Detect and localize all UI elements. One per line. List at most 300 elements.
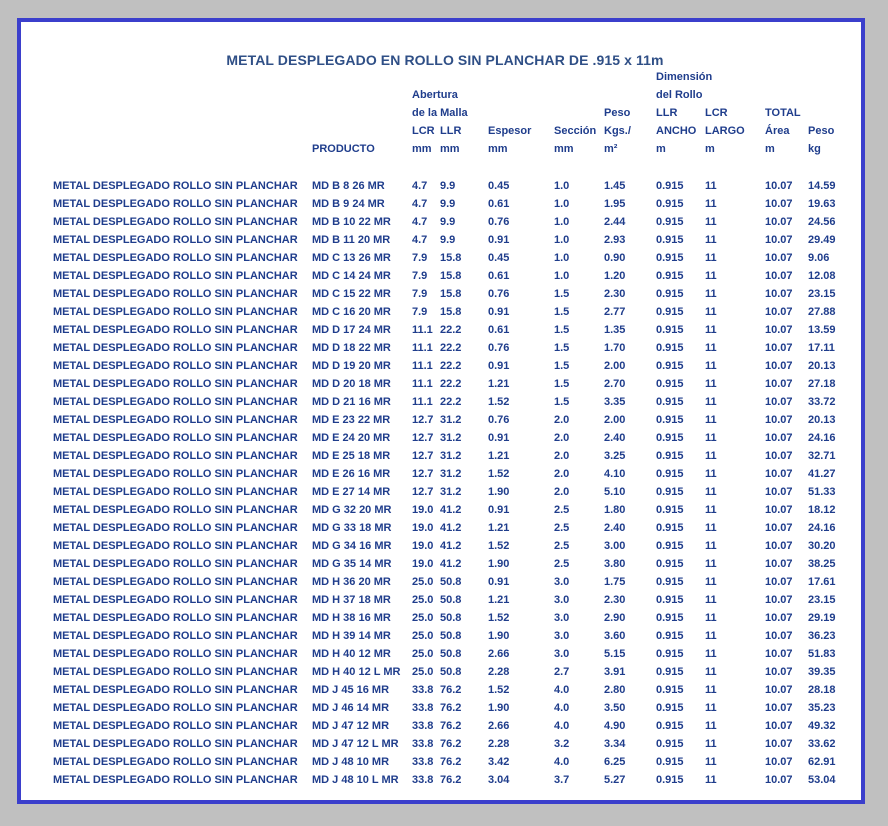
ancho-cell: 0.915 [656, 216, 684, 228]
espesor-cell: 1.52 [488, 684, 510, 696]
producto-cell: METAL DESPLEGADO ROLLO SIN PLANCHAR [53, 594, 298, 606]
codigo-cell: MD H 37 18 MR [312, 594, 391, 606]
espesor-cell: 1.90 [488, 486, 510, 498]
area-cell: 10.07 [765, 270, 793, 282]
llr-cell: 22.2 [440, 324, 462, 336]
area-cell: 10.07 [765, 630, 793, 642]
llr-cell: 50.8 [440, 594, 462, 606]
lcr-cell: 7.9 [412, 288, 428, 300]
ancho-cell: 0.915 [656, 180, 684, 192]
ancho-cell: 0.915 [656, 702, 684, 714]
table-row [21, 519, 869, 537]
header-dimension: Dimensión del Rollo [656, 71, 713, 101]
area-cell: 10.07 [765, 702, 793, 714]
largo-cell: 11 [705, 396, 717, 408]
table-row [21, 465, 869, 483]
lcr-cell: 12.7 [412, 414, 434, 426]
llr-cell: 76.2 [440, 720, 462, 732]
largo-cell: 11 [705, 756, 717, 768]
seccion-cell: 3.0 [554, 612, 570, 624]
peso-kg-cell: 51.33 [808, 486, 836, 498]
lcr-cell: 33.8 [412, 738, 434, 750]
area-cell: 10.07 [765, 720, 793, 732]
ancho-cell: 0.915 [656, 684, 684, 696]
llr-cell: 50.8 [440, 630, 462, 642]
lcr-cell: 12.7 [412, 486, 434, 498]
ancho-cell: 0.915 [656, 198, 684, 210]
peso-m2-cell: 1.75 [604, 576, 626, 588]
ancho-cell: 0.915 [656, 504, 684, 516]
peso-kg-cell: 24.16 [808, 522, 836, 534]
llr-cell: 31.2 [440, 450, 462, 462]
espesor-cell: 1.52 [488, 468, 510, 480]
ancho-cell: 0.915 [656, 342, 684, 354]
table-row [21, 573, 869, 591]
seccion-cell: 3.0 [554, 594, 570, 606]
codigo-cell: MD D 21 16 MR [312, 396, 391, 408]
producto-cell: METAL DESPLEGADO ROLLO SIN PLANCHAR [53, 648, 298, 660]
codigo-cell: MD D 19 20 MR [312, 360, 391, 372]
peso-kg-cell: 17.11 [808, 342, 835, 354]
producto-cell: METAL DESPLEGADO ROLLO SIN PLANCHAR [53, 720, 298, 732]
lcr-cell: 7.9 [412, 270, 428, 282]
peso-m2-cell: 4.10 [604, 468, 626, 480]
codigo-cell: MD J 48 10 L MR [312, 774, 399, 786]
ancho-cell: 0.915 [656, 486, 684, 498]
table-row [21, 555, 869, 573]
peso-m2-cell: 2.70 [604, 378, 626, 390]
header-area: TOTAL Área m [765, 107, 801, 155]
seccion-cell: 1.5 [554, 360, 570, 372]
lcr-cell: 12.7 [412, 450, 434, 462]
area-cell: 10.07 [765, 540, 793, 552]
table-row [21, 411, 869, 429]
lcr-cell: 12.7 [412, 468, 434, 480]
seccion-cell: 4.0 [554, 684, 570, 696]
ancho-cell: 0.915 [656, 558, 684, 570]
espesor-cell: 2.66 [488, 648, 510, 660]
table-body [21, 177, 869, 789]
codigo-cell: MD C 14 24 MR [312, 270, 391, 282]
largo-cell: 11 [705, 558, 717, 570]
codigo-cell: MD J 46 14 MR [312, 702, 390, 714]
seccion-cell: 2.5 [554, 522, 570, 534]
peso-m2-cell: 5.15 [604, 648, 626, 660]
seccion-cell: 1.5 [554, 378, 570, 390]
peso-kg-cell: 62.91 [808, 756, 836, 768]
seccion-cell: 1.0 [554, 252, 570, 264]
header-largo: LCR LARGO m [705, 107, 745, 155]
largo-cell: 11 [705, 324, 717, 336]
area-cell: 10.07 [765, 252, 793, 264]
table-row [21, 177, 869, 195]
espesor-cell: 1.90 [488, 702, 510, 714]
peso-m2-cell: 1.95 [604, 198, 626, 210]
table-row [21, 321, 869, 339]
llr-cell: 50.8 [440, 576, 462, 588]
codigo-cell: MD H 38 16 MR [312, 612, 391, 624]
largo-cell: 11 [705, 774, 717, 786]
lcr-cell: 33.8 [412, 702, 434, 714]
header-espesor: Espesor mm [488, 125, 532, 155]
espesor-cell: 2.28 [488, 666, 510, 678]
peso-kg-cell: 32.71 [808, 450, 836, 462]
producto-cell: METAL DESPLEGADO ROLLO SIN PLANCHAR [53, 252, 298, 264]
area-cell: 10.07 [765, 342, 793, 354]
llr-cell: 22.2 [440, 342, 462, 354]
table-row [21, 771, 869, 789]
espesor-cell: 0.91 [488, 306, 510, 318]
largo-cell: 11 [705, 270, 717, 282]
peso-kg-cell: 29.19 [808, 612, 836, 624]
peso-m2-cell: 3.35 [604, 396, 626, 408]
peso-kg-cell: 27.18 [808, 378, 836, 390]
llr-cell: 50.8 [440, 612, 462, 624]
espesor-cell: 2.66 [488, 720, 510, 732]
espesor-cell: 1.90 [488, 630, 510, 642]
espesor-cell: 0.45 [488, 252, 510, 264]
peso-m2-cell: 2.44 [604, 216, 626, 228]
ancho-cell: 0.915 [656, 648, 684, 660]
codigo-cell: MD G 33 18 MR [312, 522, 392, 534]
producto-cell: METAL DESPLEGADO ROLLO SIN PLANCHAR [53, 468, 298, 480]
header-abertura: Abertura de la Malla [412, 89, 468, 119]
espesor-cell: 1.52 [488, 612, 510, 624]
producto-cell: METAL DESPLEGADO ROLLO SIN PLANCHAR [53, 414, 298, 426]
seccion-cell: 3.0 [554, 576, 570, 588]
ancho-cell: 0.915 [656, 576, 684, 588]
lcr-cell: 4.7 [412, 234, 428, 246]
seccion-cell: 4.0 [554, 702, 570, 714]
lcr-cell: 11.1 [412, 342, 433, 354]
table-frame [17, 18, 865, 804]
codigo-cell: MD J 48 10 MR [312, 756, 390, 768]
lcr-cell: 25.0 [412, 594, 434, 606]
ancho-cell: 0.915 [656, 414, 684, 426]
seccion-cell: 1.5 [554, 306, 570, 318]
largo-cell: 11 [705, 720, 717, 732]
seccion-cell: 2.0 [554, 432, 570, 444]
lcr-cell: 19.0 [412, 540, 434, 552]
espesor-cell: 0.61 [488, 198, 510, 210]
seccion-cell: 2.5 [554, 558, 570, 570]
llr-cell: 50.8 [440, 648, 462, 660]
lcr-cell: 25.0 [412, 648, 434, 660]
seccion-cell: 1.5 [554, 288, 570, 300]
lcr-cell: 11.1 [412, 378, 433, 390]
peso-kg-cell: 53.04 [808, 774, 836, 786]
espesor-cell: 1.52 [488, 396, 510, 408]
largo-cell: 11 [705, 306, 717, 318]
lcr-cell: 33.8 [412, 684, 434, 696]
producto-cell: METAL DESPLEGADO ROLLO SIN PLANCHAR [53, 198, 298, 210]
ancho-cell: 0.915 [656, 378, 684, 390]
seccion-cell: 2.0 [554, 486, 570, 498]
llr-cell: 9.9 [440, 180, 456, 192]
table-row [21, 375, 869, 393]
producto-cell: METAL DESPLEGADO ROLLO SIN PLANCHAR [53, 666, 298, 678]
llr-cell: 76.2 [440, 702, 462, 714]
peso-m2-cell: 3.25 [604, 450, 626, 462]
ancho-cell: 0.915 [656, 360, 684, 372]
producto-cell: METAL DESPLEGADO ROLLO SIN PLANCHAR [53, 540, 298, 552]
area-cell: 10.07 [765, 522, 793, 534]
peso-m2-cell: 2.90 [604, 612, 626, 624]
area-cell: 10.07 [765, 648, 793, 660]
area-cell: 10.07 [765, 450, 793, 462]
peso-m2-cell: 1.80 [604, 504, 626, 516]
codigo-cell: MD J 47 12 L MR [312, 738, 399, 750]
largo-cell: 11 [705, 504, 717, 516]
producto-cell: METAL DESPLEGADO ROLLO SIN PLANCHAR [53, 396, 298, 408]
seccion-cell: 4.0 [554, 756, 570, 768]
producto-cell: METAL DESPLEGADO ROLLO SIN PLANCHAR [53, 738, 298, 750]
peso-kg-cell: 12.08 [808, 270, 836, 282]
peso-m2-cell: 2.30 [604, 288, 626, 300]
table-row [21, 735, 869, 753]
lcr-cell: 11.1 [412, 396, 433, 408]
espesor-cell: 0.91 [488, 576, 510, 588]
largo-cell: 11 [705, 198, 717, 210]
lcr-cell: 7.9 [412, 252, 428, 264]
lcr-cell: 25.0 [412, 612, 434, 624]
largo-cell: 11 [705, 684, 717, 696]
peso-kg-cell: 20.13 [808, 360, 836, 372]
llr-cell: 15.8 [440, 270, 462, 282]
codigo-cell: MD G 34 16 MR [312, 540, 392, 552]
espesor-cell: 0.76 [488, 288, 510, 300]
table-row [21, 645, 869, 663]
largo-cell: 11 [705, 414, 717, 426]
espesor-cell: 0.61 [488, 324, 510, 336]
producto-cell: METAL DESPLEGADO ROLLO SIN PLANCHAR [53, 378, 298, 390]
codigo-cell: MD D 18 22 MR [312, 342, 391, 354]
largo-cell: 11 [705, 540, 717, 552]
peso-m2-cell: 5.27 [604, 774, 626, 786]
llr-cell: 15.8 [440, 288, 462, 300]
producto-cell: METAL DESPLEGADO ROLLO SIN PLANCHAR [53, 756, 298, 768]
peso-kg-cell: 17.61 [808, 576, 836, 588]
largo-cell: 11 [705, 468, 717, 480]
largo-cell: 11 [705, 576, 717, 588]
table-row [21, 429, 869, 447]
espesor-cell: 1.21 [488, 450, 510, 462]
espesor-cell: 0.76 [488, 216, 510, 228]
area-cell: 10.07 [765, 180, 793, 192]
peso-kg-cell: 51.83 [808, 648, 836, 660]
area-cell: 10.07 [765, 666, 793, 678]
producto-cell: METAL DESPLEGADO ROLLO SIN PLANCHAR [53, 504, 298, 516]
codigo-cell: MD C 15 22 MR [312, 288, 391, 300]
largo-cell: 11 [705, 594, 717, 606]
table-row [21, 231, 869, 249]
area-cell: 10.07 [765, 414, 793, 426]
espesor-cell: 0.91 [488, 432, 510, 444]
espesor-cell: 0.61 [488, 270, 510, 282]
llr-cell: 15.8 [440, 306, 462, 318]
llr-cell: 31.2 [440, 432, 462, 444]
lcr-cell: 19.0 [412, 522, 434, 534]
area-cell: 10.07 [765, 684, 793, 696]
table-row [21, 627, 869, 645]
peso-kg-cell: 23.15 [808, 594, 836, 606]
area-cell: 10.07 [765, 198, 793, 210]
peso-kg-cell: 49.32 [808, 720, 836, 732]
codigo-cell: MD E 23 22 MR [312, 414, 391, 426]
espesor-cell: 0.91 [488, 234, 510, 246]
peso-kg-cell: 14.59 [808, 180, 836, 192]
codigo-cell: MD G 32 20 MR [312, 504, 392, 516]
peso-kg-cell: 27.88 [808, 306, 836, 318]
header-seccion: Sección mm [554, 125, 597, 155]
producto-cell: METAL DESPLEGADO ROLLO SIN PLANCHAR [53, 630, 298, 642]
codigo-cell: MD H 39 14 MR [312, 630, 391, 642]
producto-cell: METAL DESPLEGADO ROLLO SIN PLANCHAR [53, 342, 298, 354]
ancho-cell: 0.915 [656, 612, 684, 624]
seccion-cell: 3.7 [554, 774, 570, 786]
espesor-cell: 0.91 [488, 504, 510, 516]
area-cell: 10.07 [765, 558, 793, 570]
producto-cell: METAL DESPLEGADO ROLLO SIN PLANCHAR [53, 576, 298, 588]
area-cell: 10.07 [765, 738, 793, 750]
lcr-cell: 33.8 [412, 756, 434, 768]
area-cell: 10.07 [765, 486, 793, 498]
producto-cell: METAL DESPLEGADO ROLLO SIN PLANCHAR [53, 360, 298, 372]
ancho-cell: 0.915 [656, 756, 684, 768]
producto-cell: METAL DESPLEGADO ROLLO SIN PLANCHAR [53, 486, 298, 498]
header-peso-m2: Peso Kgs./ m² [604, 107, 631, 155]
seccion-cell: 2.5 [554, 504, 570, 516]
codigo-cell: MD D 17 24 MR [312, 324, 391, 336]
seccion-cell: 2.0 [554, 450, 570, 462]
ancho-cell: 0.915 [656, 738, 684, 750]
peso-m2-cell: 0.90 [604, 252, 626, 264]
table-row [21, 609, 869, 627]
espesor-cell: 0.76 [488, 342, 510, 354]
lcr-cell: 11.1 [412, 360, 433, 372]
table-row [21, 267, 869, 285]
table-row [21, 303, 869, 321]
largo-cell: 11 [705, 252, 717, 264]
producto-cell: METAL DESPLEGADO ROLLO SIN PLANCHAR [53, 306, 298, 318]
area-cell: 10.07 [765, 432, 793, 444]
codigo-cell: MD B 9 24 MR [312, 198, 385, 210]
table-row [21, 249, 869, 267]
lcr-cell: 7.9 [412, 306, 428, 318]
espesor-cell: 1.52 [488, 540, 510, 552]
peso-kg-cell: 18.12 [808, 504, 836, 516]
codigo-cell: MD J 47 12 MR [312, 720, 390, 732]
table-row [21, 681, 869, 699]
codigo-cell: MD B 11 20 MR [312, 234, 391, 246]
table-row [21, 699, 869, 717]
largo-cell: 11 [705, 522, 717, 534]
largo-cell: 11 [705, 738, 717, 750]
codigo-cell: MD H 40 12 MR [312, 648, 391, 660]
peso-kg-cell: 38.25 [808, 558, 836, 570]
llr-cell: 15.8 [440, 252, 462, 264]
producto-cell: METAL DESPLEGADO ROLLO SIN PLANCHAR [53, 612, 298, 624]
codigo-cell: MD E 27 14 MR [312, 486, 391, 498]
peso-kg-cell: 29.49 [808, 234, 836, 246]
largo-cell: 11 [705, 216, 717, 228]
table-row [21, 195, 869, 213]
peso-m2-cell: 1.70 [604, 342, 626, 354]
lcr-cell: 25.0 [412, 576, 434, 588]
area-cell: 10.07 [765, 774, 793, 786]
largo-cell: 11 [705, 702, 717, 714]
largo-cell: 11 [705, 486, 717, 498]
ancho-cell: 0.915 [656, 666, 684, 678]
codigo-cell: MD D 20 18 MR [312, 378, 391, 390]
ancho-cell: 0.915 [656, 540, 684, 552]
espesor-cell: 1.21 [488, 522, 510, 534]
ancho-cell: 0.915 [656, 522, 684, 534]
seccion-cell: 1.0 [554, 234, 570, 246]
llr-cell: 41.2 [440, 522, 462, 534]
ancho-cell: 0.915 [656, 396, 684, 408]
largo-cell: 11 [705, 666, 717, 678]
lcr-cell: 4.7 [412, 180, 428, 192]
codigo-cell: MD B 8 26 MR [312, 180, 385, 192]
peso-m2-cell: 1.20 [604, 270, 626, 282]
area-cell: 10.07 [765, 504, 793, 516]
area-cell: 10.07 [765, 360, 793, 372]
largo-cell: 11 [705, 450, 717, 462]
llr-cell: 41.2 [440, 504, 462, 516]
peso-m2-cell: 6.25 [604, 756, 626, 768]
lcr-cell: 11.1 [412, 324, 433, 336]
seccion-cell: 1.5 [554, 396, 570, 408]
peso-kg-cell: 30.20 [808, 540, 836, 552]
codigo-cell: MD B 10 22 MR [312, 216, 391, 228]
producto-cell: METAL DESPLEGADO ROLLO SIN PLANCHAR [53, 450, 298, 462]
peso-m2-cell: 3.91 [604, 666, 626, 678]
seccion-cell: 1.5 [554, 342, 570, 354]
codigo-cell: MD H 36 20 MR [312, 576, 391, 588]
largo-cell: 11 [705, 360, 717, 372]
codigo-cell: MD C 16 20 MR [312, 306, 391, 318]
seccion-cell: 1.0 [554, 198, 570, 210]
peso-m2-cell: 3.60 [604, 630, 626, 642]
espesor-cell: 1.90 [488, 558, 510, 570]
llr-cell: 9.9 [440, 216, 456, 228]
ancho-cell: 0.915 [656, 252, 684, 264]
largo-cell: 11 [705, 288, 717, 300]
espesor-cell: 0.45 [488, 180, 510, 192]
table-row [21, 663, 869, 681]
table-row [21, 717, 869, 735]
largo-cell: 11 [705, 180, 717, 192]
seccion-cell: 1.0 [554, 270, 570, 282]
seccion-cell: 1.0 [554, 216, 570, 228]
espesor-cell: 1.21 [488, 594, 510, 606]
llr-cell: 76.2 [440, 774, 462, 786]
seccion-cell: 2.0 [554, 468, 570, 480]
peso-m2-cell: 3.34 [604, 738, 626, 750]
header-peso-kg: Peso kg [808, 125, 835, 155]
seccion-cell: 1.5 [554, 324, 570, 336]
lcr-cell: 4.7 [412, 216, 428, 228]
llr-cell: 22.2 [440, 360, 462, 372]
largo-cell: 11 [705, 234, 717, 246]
ancho-cell: 0.915 [656, 720, 684, 732]
largo-cell: 11 [705, 342, 717, 354]
ancho-cell: 0.915 [656, 468, 684, 480]
seccion-cell: 2.7 [554, 666, 570, 678]
codigo-cell: MD H 40 12 L MR [312, 666, 401, 678]
lcr-cell: 19.0 [412, 558, 434, 570]
